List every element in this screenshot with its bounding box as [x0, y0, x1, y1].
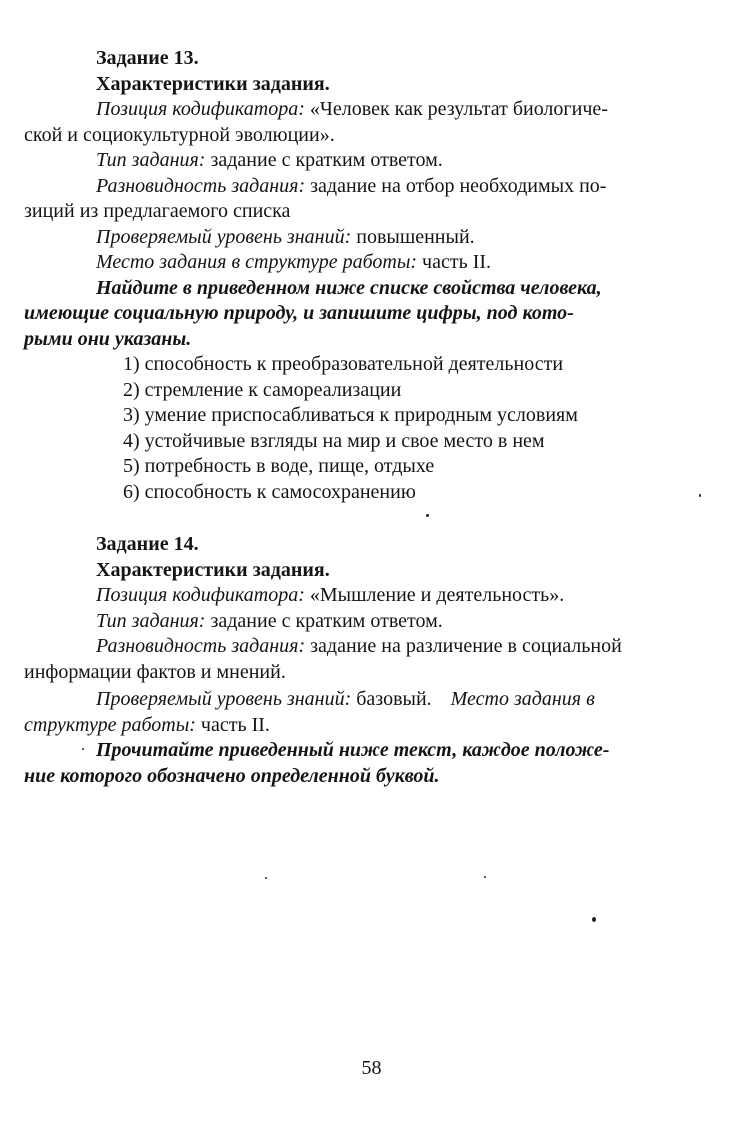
task-13-title: Задание 13. — [96, 47, 199, 69]
task-14-place — [24, 713, 690, 739]
task-13-codifier-cont: ской и социокультурной эволюции». — [24, 123, 335, 146]
task-14-variety-cont: информации фактов и мнений. — [24, 660, 286, 683]
task-13-section — [24, 46, 690, 505]
task-14-type-label: Тип задания: — [96, 609, 206, 632]
task-13-instruction-line-1: Найдите в приведенном ниже списке свойства человека, — [96, 276, 602, 299]
task-14-variety-value: задание на различение в социальной — [305, 635, 622, 657]
option-item: 2) стремление к самореализации — [123, 378, 402, 401]
option-item: 5) потребность в воде, пище, отдыхе — [123, 455, 435, 477]
option-item: 1) способность к преобразовательной деятельности — [123, 353, 564, 375]
option-item: 3) умение приспосабливаться к природным условиям — [123, 404, 578, 426]
page-number: 58 — [361, 1057, 382, 1079]
task-13-type-value: задание с кратким ответом. — [205, 149, 443, 171]
task-13-codifier-label: Позиция кодификатора: — [96, 98, 305, 120]
scan-speck — [592, 917, 596, 922]
task-14-instruction-line-1: Прочитайте приведенный ниже текст, каждое положе- — [96, 739, 610, 761]
task-13-level-label: Проверяемый уровень знаний: — [96, 225, 352, 248]
task-14-place-label-cont: структуре работы: — [24, 713, 196, 736]
option-item: 4) устойчивые взгляды на мир и свое место в нем — [123, 429, 545, 452]
scan-speck — [265, 877, 267, 879]
task-13-type-label: Тип задания: — [96, 149, 206, 171]
page-content — [24, 46, 690, 789]
task-14-place-value: часть II. — [195, 713, 270, 736]
task-14-type-value: задание с кратким ответом. — [205, 609, 443, 632]
task-13-subtitle: Характеристики задания. — [96, 72, 330, 95]
task-13-instruction-line-3: рыми они указаны. — [24, 327, 192, 350]
task-14-variety-label: Разновидность задания: — [96, 635, 306, 657]
task-14-section — [24, 532, 690, 789]
task-13-variety — [96, 174, 690, 200]
task-13-variety-label: Разновидность задания: — [96, 174, 306, 197]
task-13-variety-cont: зиций из предлагаемого списка — [24, 200, 291, 222]
task-14-type — [96, 609, 690, 635]
scan-speck — [82, 748, 84, 750]
task-14-codifier-value: «Мышление и деятельность». — [304, 584, 565, 606]
task-14-level — [96, 687, 690, 713]
scan-speck — [699, 494, 701, 497]
task-14-codifier — [96, 583, 690, 609]
task-13-instruction-line-2: имеющие социальную природу, и запишите цифры, под кото- — [24, 302, 574, 324]
task-13-type — [96, 148, 690, 174]
scan-speck — [484, 876, 486, 878]
task-13-codifier — [96, 97, 690, 123]
task-14-place-label: Место задания в — [450, 688, 595, 710]
task-14-title: Задание 14. — [96, 533, 199, 555]
task-14-level-label: Проверяемый уровень знаний: — [96, 688, 352, 710]
task-13-variety-value: задание на отбор необходимых по- — [305, 174, 607, 197]
task-14-instruction-line-2: ние которого обозначено определенной буквой. — [24, 764, 440, 787]
task-14-subtitle: Характеристики задания. — [96, 558, 330, 581]
task-13-place-label: Место задания в структуре работы: — [96, 251, 418, 273]
task-13-codifier-value: «Человек как результат биологиче- — [304, 98, 608, 120]
task-14-variety — [96, 634, 690, 660]
task-13-level-value: повышенный. — [351, 225, 475, 248]
task-14-codifier-label: Позиция кодификатора: — [96, 584, 305, 606]
task-13-place — [96, 250, 690, 276]
task-13-level — [96, 225, 690, 251]
task-14-level-value: базовый. — [351, 688, 432, 710]
task-13-options-list — [123, 352, 690, 505]
scan-speck — [426, 514, 429, 517]
option-item: 6) способность к самосохранению — [123, 480, 416, 503]
task-13-place-value: часть II. — [417, 251, 492, 273]
